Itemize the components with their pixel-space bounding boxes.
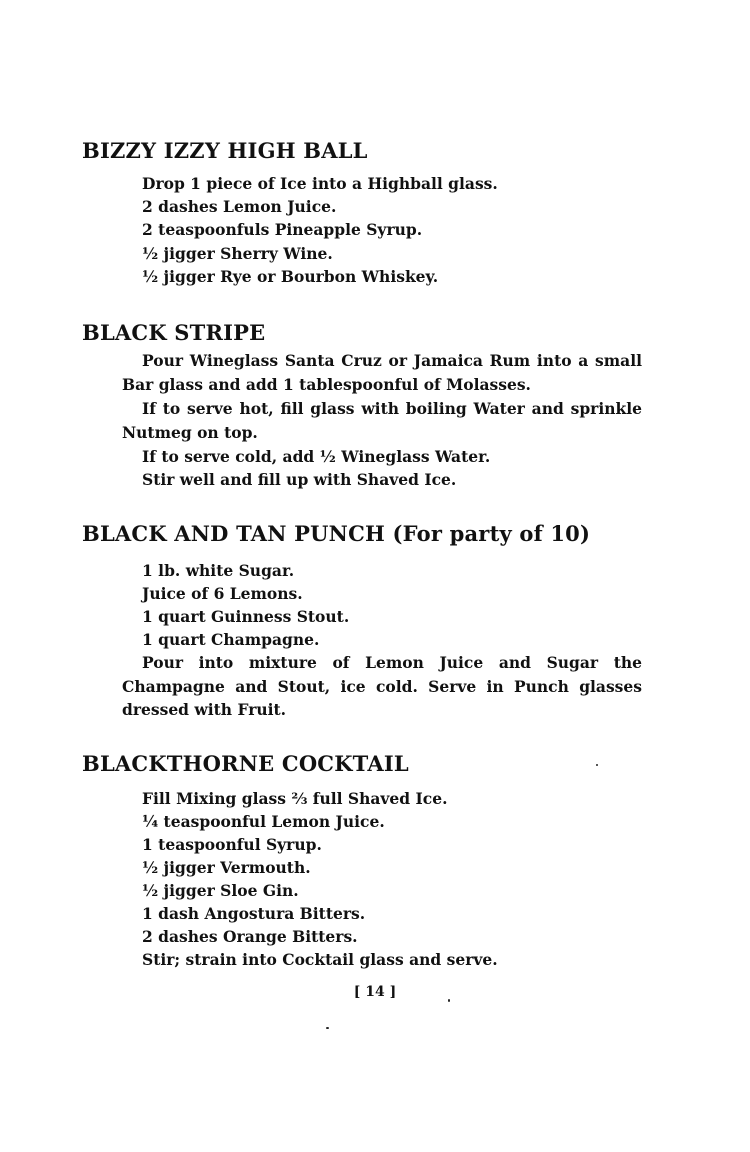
recipe-line: 2 teaspoonfuls Pineapple Syrup. (142, 220, 423, 239)
recipe-line: ¼ teaspoonful Lemon Juice. (142, 812, 385, 831)
recipe-line: ½ jigger Rye or Bourbon Whiskey. (142, 267, 439, 286)
recipe-line: Drop 1 piece of Ice into a Highball glass. (142, 174, 498, 193)
recipe-line: Fill Mixing glass ⅔ full Shaved Ice. (142, 789, 448, 808)
recipe-paragraph: If to serve cold, add ½ Wineglass Water. (142, 447, 491, 466)
page-number: [ 14 ] (353, 984, 397, 1000)
recipe-line: Juice of 6 Lemons. (142, 584, 303, 603)
recipe-line: ½ jigger Vermouth. (142, 858, 311, 877)
recipe-line: 2 dashes Lemon Juice. (142, 197, 337, 216)
recipe-title: BLACK STRIPE (82, 320, 266, 345)
recipe-title: BLACKTHORNE COCKTAIL (82, 751, 409, 776)
recipe-paragraph: Pour into mixture of Lemon Juice and Sugar the Champagne and Stout, ice cold. Serve in Punch glasses dressed with Fruit. (122, 653, 642, 719)
recipe-line: 2 dashes Orange Bitters. (142, 927, 358, 946)
recipe-line: ½ jigger Sherry Wine. (142, 244, 333, 263)
recipe-line: ½ jigger Sloe Gin. (142, 881, 299, 900)
recipe-title: BIZZY IZZY HIGH BALL (82, 138, 368, 163)
scan-speck (596, 764, 598, 766)
recipe-title: BLACK AND TAN PUNCH (For party of 10) (82, 521, 591, 546)
recipe-line: 1 quart Champagne. (142, 630, 320, 649)
recipe-paragraph: Stir well and fill up with Shaved Ice. (142, 470, 457, 489)
recipe-line: 1 dash Angostura Bitters. (142, 904, 366, 923)
recipe-paragraph: Pour Wineglass Santa Cruz or Jamaica Rum into a small Bar glass and add 1 tablespoonful of Molasses. (122, 351, 642, 394)
scan-speck (448, 999, 450, 1002)
recipe-line: 1 teaspoonful Syrup. (142, 835, 322, 854)
recipe-line: Stir; strain into Cocktail glass and serve. (142, 950, 498, 969)
recipe-line: 1 lb. white Sugar. (142, 561, 295, 580)
recipe-paragraph: If to serve hot, fill glass with boiling Water and sprinkle Nutmeg on top. (122, 399, 642, 442)
recipe-line: 1 quart Guinness Stout. (142, 607, 350, 626)
scan-speck (326, 1027, 329, 1029)
